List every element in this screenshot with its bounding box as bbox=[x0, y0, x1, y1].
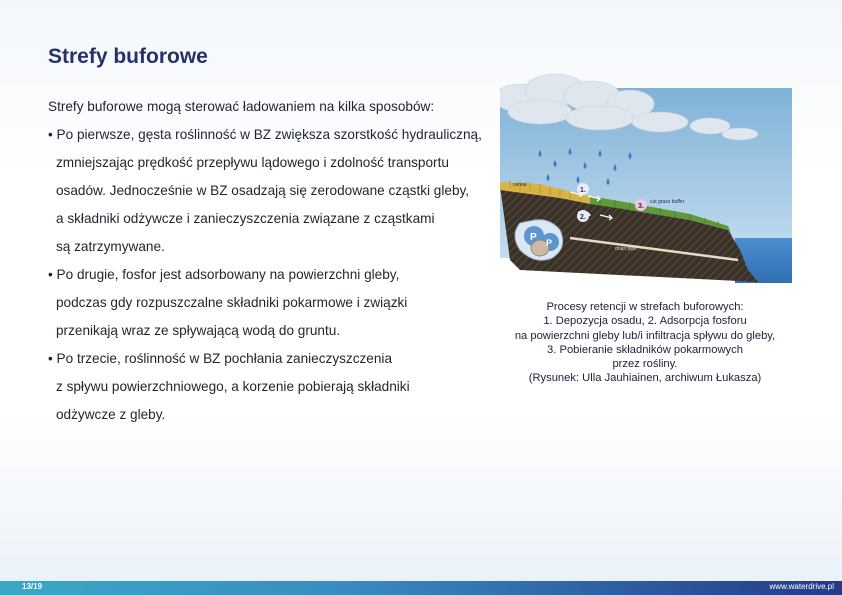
body-text bbox=[48, 93, 503, 429]
bullet-2-line: przenikają wraz ze spływającą wodą do gruntu. bbox=[56, 323, 341, 338]
bullet-1-line: osadów. Jednocześnie w BZ osadzają się zerodowane cząstki gleby, bbox=[56, 183, 470, 198]
drain-pipe-label: drain pipe bbox=[615, 246, 637, 252]
caption-line: Procesy retencji w strefach buforowych: bbox=[546, 301, 744, 313]
marker-1: 1. bbox=[580, 187, 586, 194]
buffer-label: cut grass buffer bbox=[650, 199, 685, 205]
buffer-zone-illustration bbox=[500, 70, 792, 285]
bullet-3-line: odżywcze z gleby. bbox=[56, 407, 166, 422]
caption-line: 3. Pobieranie składników pokarmowych bbox=[547, 343, 743, 356]
figure-caption bbox=[497, 300, 793, 386]
footer-bar bbox=[0, 581, 842, 595]
page-number: 13/19 bbox=[22, 582, 43, 591]
bullet-2-line: • Po drugie, fosfor jest adsorbowany na powierzchni gleby, bbox=[48, 267, 400, 282]
bullet-2-line: podczas gdy rozpuszczalne składniki pokarmowe i związki bbox=[56, 295, 408, 310]
marker-2: 2. bbox=[580, 214, 586, 221]
bullet-1-line: zmniejszając prędkość przepływu lądowego i zdolność transportu bbox=[56, 155, 449, 170]
marker-3: 3. bbox=[638, 203, 644, 210]
website-link[interactable]: www.waterdrive.pl bbox=[769, 582, 834, 591]
page-title: Strefy buforowe bbox=[48, 45, 208, 68]
caption-line: 1. Depozycja osadu, 2. Adsorpcja fosforu bbox=[543, 315, 747, 328]
intro-line: Strefy buforowe mogą sterować ładowaniem na kilka sposobów: bbox=[48, 99, 435, 114]
caption-line: przez rośliny. bbox=[612, 358, 678, 371]
bullet-3-line: z spływu powierzchniowego, a korzenie pobierają składniki bbox=[56, 379, 410, 394]
p-label: P bbox=[530, 232, 537, 243]
bullet-1-line: są zatrzymywane. bbox=[56, 239, 165, 254]
caption-line: na powierzchni gleby lub/i infiltracja spływu do gleby, bbox=[514, 329, 776, 342]
p-label: P bbox=[546, 238, 553, 248]
cereal-label: cereal bbox=[513, 182, 527, 188]
bullet-1-line: • Po pierwsze, gęsta roślinność w BZ zwiększa szorstkość hydrauliczną, bbox=[48, 127, 482, 142]
bullet-3-line: • Po trzecie, roślinność w BZ pochłania zanieczyszczenia bbox=[48, 351, 392, 366]
bullet-1-line: a składniki odżywcze i zanieczyszczenia związane z cząstkami bbox=[56, 211, 435, 226]
caption-line: (Rysunek: Ulla Jauhiainen, archiwum Łukasza) bbox=[528, 372, 762, 385]
